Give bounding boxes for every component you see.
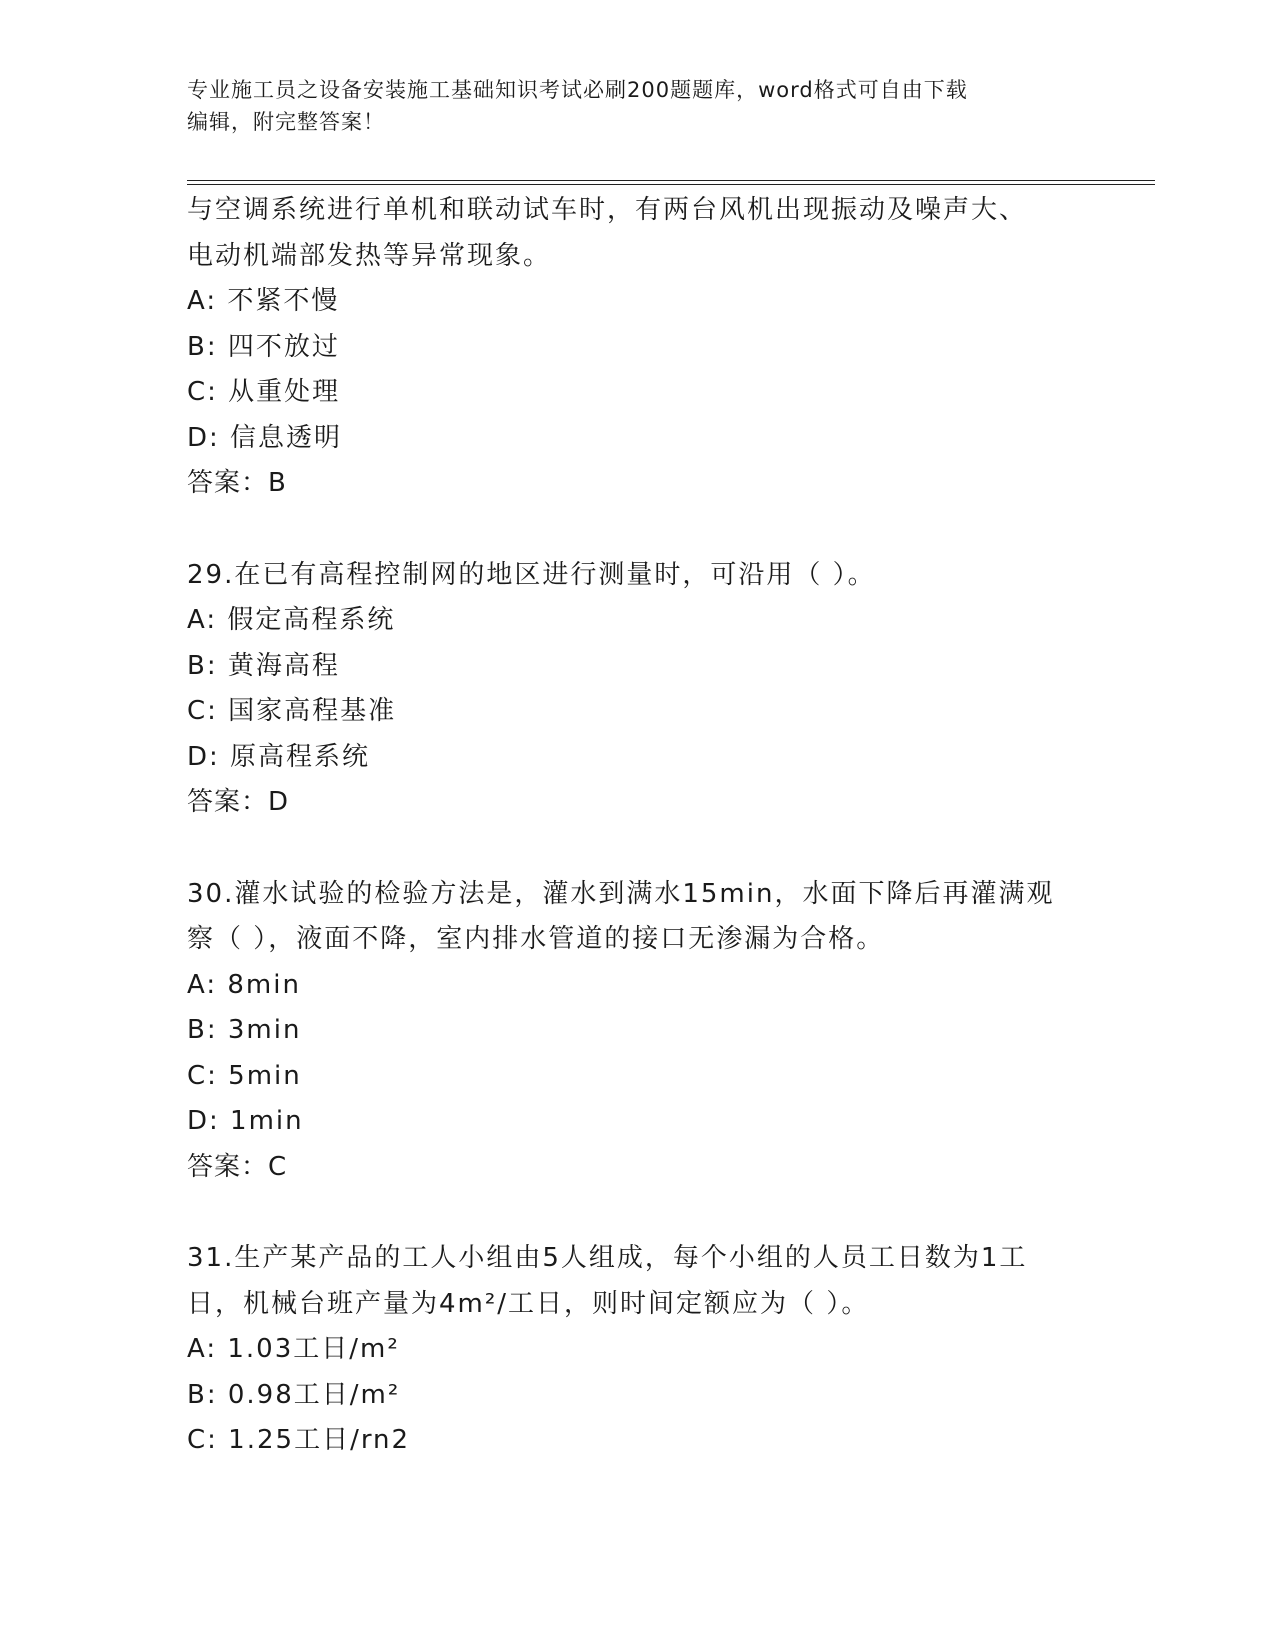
question-28-continued <box>187 188 1087 507</box>
option-b: B: 四不放过 <box>187 331 340 362</box>
answer-label: 答案：D <box>187 787 290 817</box>
header-divider-bottom <box>187 184 1155 185</box>
question-text-line: 与空调系统进行单机和联动试车时，有两台风机出现振动及噪声大、 <box>187 195 1028 225</box>
question-31 <box>187 1236 1087 1464</box>
header-divider-top <box>187 180 1155 181</box>
header-line-2: 编辑，附完整答案！ <box>187 110 385 134</box>
option-a: A: 假定高程系统 <box>187 605 396 635</box>
question-spacer <box>187 826 1087 872</box>
option-c: C: 从重处理 <box>187 377 341 407</box>
option-b: B: 3min <box>187 1015 302 1045</box>
option-a: A: 不紧不慢 <box>187 286 340 316</box>
question-text-line: 电动机端部发热等异常现象。 <box>187 240 552 271</box>
option-d: D: 信息透明 <box>187 422 343 453</box>
option-c: C: 国家高程基准 <box>187 696 397 726</box>
question-list <box>187 188 1087 1464</box>
option-a: A: 8min <box>187 969 301 1000</box>
option-d: D: 原高程系统 <box>187 741 371 772</box>
option-c: C: 5min <box>187 1060 302 1091</box>
answer-label: 答案：C <box>187 1151 288 1182</box>
question-text-line: 日，机械台班产量为4m²/工日，则时间定额应为（ ）。 <box>187 1288 870 1319</box>
question-spacer <box>187 1190 1087 1236</box>
answer-label: 答案：B <box>187 468 287 498</box>
option-d: D: 1min <box>187 1106 304 1136</box>
question-text-line: 31.生产某产品的工人小组由5人组成，每个小组的人员工日数为1工 <box>187 1243 1028 1273</box>
option-c: C: 1.25工日/rn2 <box>187 1425 411 1455</box>
header-line-1: 专业施工员之设备安装施工基础知识考试必刷200题题库，word格式可自由下载 <box>187 78 968 102</box>
question-30 <box>187 872 1087 1191</box>
option-b: B: 0.98工日/m² <box>187 1379 401 1410</box>
question-text-line: 30.灌水试验的检验方法是，灌水到满水15min，水面下降后再灌满观 <box>187 878 1055 909</box>
question-29 <box>187 553 1087 826</box>
document-header <box>187 74 1087 138</box>
question-text-line: 29.在已有高程控制网的地区进行测量时，可沿用（ ）。 <box>187 559 876 590</box>
option-b: B: 黄海高程 <box>187 650 340 681</box>
question-text-line: 察（ ），液面不降，室内排水管道的接口无渗漏为合格。 <box>187 924 885 954</box>
option-a: A: 1.03工日/m² <box>187 1334 400 1364</box>
question-spacer <box>187 507 1087 553</box>
